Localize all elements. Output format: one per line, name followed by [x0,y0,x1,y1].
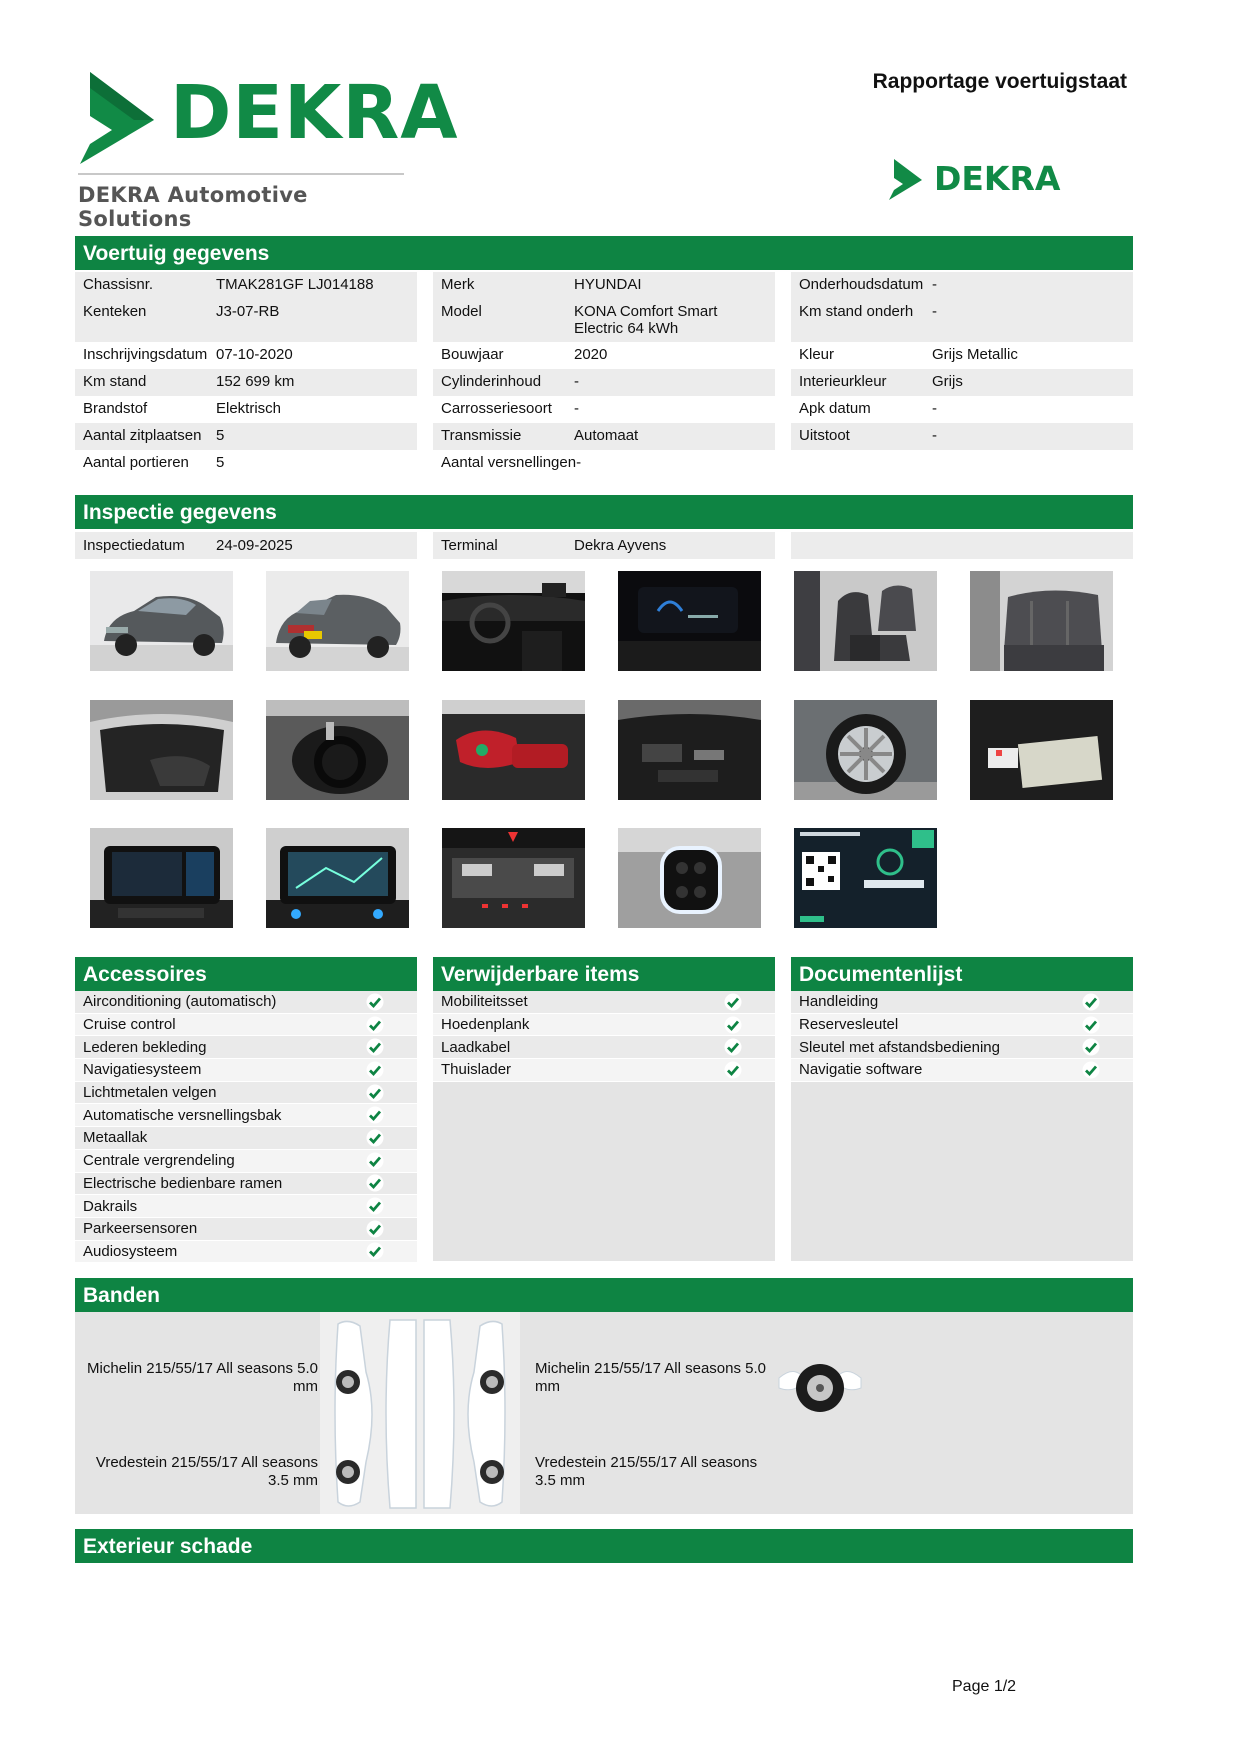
section-documents-header: Documentenlijst [791,957,1133,991]
vehicle-row: Brandstof Elektrisch [75,396,417,423]
check-icon [724,993,742,1011]
list-item: Hoedenplank [433,1014,775,1037]
vehicle-row: Transmissie Automaat [433,423,775,450]
dekra-logo-small [888,158,1061,202]
logo-divider [78,173,404,175]
vehicle-row: Aantal zitplaatsen 5 [75,423,417,450]
check-icon [724,1061,742,1079]
check-icon [1082,993,1100,1011]
check-icon [366,1174,384,1192]
vehicle-col-3 [791,272,1133,477]
vehicle-row: Aantal versnellingen - [433,450,775,477]
dashboard-image [442,571,585,671]
list-item: Sleutel met afstandsbediening [791,1036,1133,1059]
list-item: Airconditioning (automatisch) [75,991,417,1014]
check-icon [724,1016,742,1034]
list-item: Thuislader [433,1059,775,1082]
tyre-rear-right-text: Vredestein 215/55/17 All seasons 3.5 mm [535,1454,758,1489]
list-item: Handleiding [791,991,1133,1014]
photo-rear-seats[interactable] [970,571,1113,671]
battery-certificate-image [794,828,937,928]
front-seats-image [794,571,937,671]
list-item: Dakrails [75,1195,417,1218]
photo-mobility-kit[interactable] [442,700,585,800]
section-vehicle-header: Voertuig gegevens [75,236,1133,270]
page-number: Page 1/2 [952,1678,1017,1695]
list-item: Laadkabel [433,1036,775,1059]
photo-rear-exterior[interactable] [266,571,409,671]
wheel-image [794,700,937,800]
vehicle-row: Merk HYUNDAI [433,272,775,299]
tyre-rear-left-text: Vredestein 215/55/17 All seasons 3.5 mm [95,1454,318,1489]
photo-front-seats[interactable] [794,571,937,671]
check-icon [366,1197,384,1215]
list-item: Metaallak [75,1127,417,1150]
vehicle-col-2 [433,272,775,477]
section-removable-header: Verwijderbare items [433,957,775,991]
list-item: Lederen bekleding [75,1036,417,1059]
tyre-front-left-text: Michelin 215/55/17 All seasons 5.0 mm [87,1360,318,1395]
check-icon [1082,1038,1100,1056]
underfloor-compartment-image [618,700,761,800]
section-exterior-damage-header: Exterieur schade [75,1529,1133,1563]
instrument-cluster-image [618,571,761,671]
car-front-image [90,571,233,671]
inspection-date-row: Inspectiedatum 24-09-2025 [75,532,417,559]
check-icon [366,1106,384,1124]
vehicle-row: Km stand 152 699 km [75,369,417,396]
list-item: Audiosysteem [75,1241,417,1264]
check-icon [366,1061,384,1079]
navigation-screen-image [266,828,409,928]
list-item: Cruise control [75,1014,417,1037]
photo-climate-control[interactable] [442,828,585,928]
section-inspection-header: Inspectie gegevens [75,495,1133,529]
mobility-kit-image [442,700,585,800]
photo-front-exterior[interactable] [90,571,233,671]
list-item: Reservesleutel [791,1014,1133,1037]
dekra-logo [78,70,459,231]
dekra-chevron-small-icon [888,158,928,202]
list-item: Automatische versnellingsbak [75,1104,417,1127]
inspection-empty-row [791,532,1133,559]
trunk-image [90,700,233,800]
list-item: Navigatie software [791,1059,1133,1082]
vehicle-row: Carrosseriesoort - [433,396,775,423]
check-icon [366,1038,384,1056]
vehicle-row: Interieurkleur Grijs [791,369,1133,396]
check-icon [1082,1061,1100,1079]
vehicle-row: Kenteken J3-07-RB [75,299,417,342]
photo-battery-certificate[interactable] [794,828,937,928]
dekra-wordmark: DEKRA [170,70,459,156]
check-icon [366,1129,384,1147]
photo-instrument-cluster[interactable] [618,571,761,671]
car-diagram-icon [320,1312,520,1514]
dekra-chevron-icon [78,70,168,170]
vehicle-row: Chassisnr. TMAK281GF LJ014188 [75,272,417,299]
vehicle-row: Km stand onderh - [791,299,1133,342]
photo-documents[interactable] [970,700,1113,800]
check-icon [366,993,384,1011]
report-title: Rapportage voertuigstaat [872,70,1127,93]
list-item: Centrale vergrendeling [75,1150,417,1173]
photo-underfloor[interactable] [618,700,761,800]
list-item: Navigatiesysteem [75,1059,417,1082]
photo-wheel[interactable] [794,700,937,800]
list-item: Parkeersensoren [75,1218,417,1241]
documents-list [791,991,1133,1261]
dekra-subtitle: DEKRA Automotive Solutions [78,183,308,231]
check-icon [1082,1016,1100,1034]
photo-infotainment-1[interactable] [90,828,233,928]
vehicle-row: Uitstoot - [791,423,1133,450]
check-icon [366,1152,384,1170]
vehicle-row: Bouwjaar 2020 [433,342,775,369]
photo-charging-port[interactable] [618,828,761,928]
tyres-panel [75,1312,1133,1514]
tyre-front-right-text: Michelin 215/55/17 All seasons 5.0 mm [535,1360,766,1395]
inspection-terminal-row: Terminal Dekra Ayvens [433,532,775,559]
vehicle-row: Cylinderinhoud - [433,369,775,396]
vehicle-row: Onderhoudsdatum - [791,272,1133,299]
rear-seats-image [970,571,1113,671]
check-icon [366,1242,384,1260]
dekra-wordmark-small: DEKRA [934,159,1061,198]
charging-port-image [618,828,761,928]
check-icon [724,1038,742,1056]
section-accessories-header: Accessoires [75,957,417,991]
list-item: Lichtmetalen velgen [75,1082,417,1105]
charging-cable-image [266,700,409,800]
vehicle-row: Model KONA Comfort Smart Electric 64 kWh [433,299,775,342]
spare-wheel-icon [775,1354,865,1434]
photo-charging-cable[interactable] [266,700,409,800]
vehicle-row: Aantal portieren 5 [75,450,417,477]
photo-trunk[interactable] [90,700,233,800]
vehicle-col-1 [75,272,417,477]
list-item: Mobiliteitsset [433,991,775,1014]
list-item: Electrische bedienbare ramen [75,1173,417,1196]
vehicle-row: Inschrijvingsdatum 07-10-2020 [75,342,417,369]
vehicle-row: Kleur Grijs Metallic [791,342,1133,369]
check-icon [366,1016,384,1034]
check-icon [366,1220,384,1238]
check-icon [366,1084,384,1102]
removable-items-list [433,991,775,1261]
section-tyres-header: Banden [75,1278,1133,1312]
car-rear-image [266,571,409,671]
vehicle-row [791,450,1133,477]
photo-dashboard[interactable] [442,571,585,671]
vehicle-row: Apk datum - [791,396,1133,423]
infotainment-screen-image [90,828,233,928]
documents-image [970,700,1113,800]
climate-control-image [442,828,585,928]
photo-infotainment-2[interactable] [266,828,409,928]
accessories-list [75,991,417,1261]
